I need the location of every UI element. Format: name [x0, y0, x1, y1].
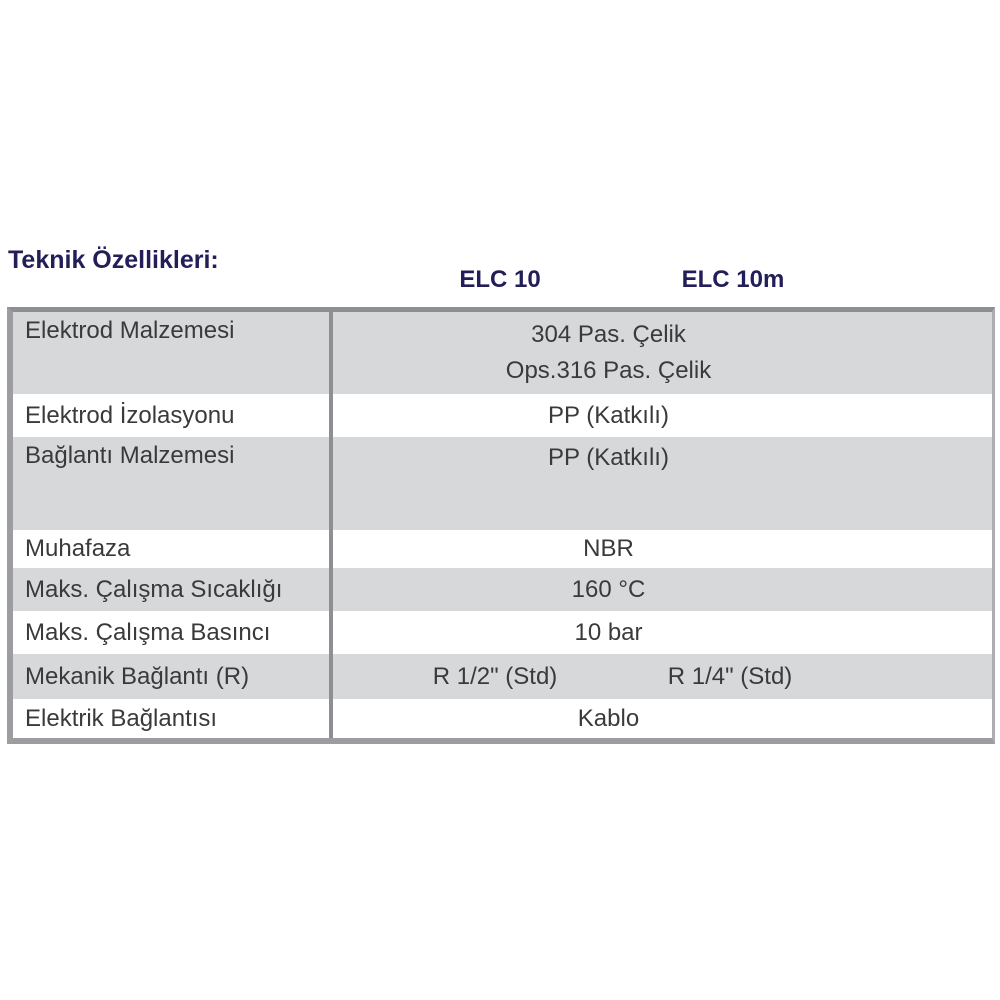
- table-row-mekanik-baglanti: [13, 654, 992, 699]
- table-row-elektrik-baglantisi: [13, 699, 992, 738]
- table-row-elektrod-malzemesi: [13, 312, 992, 394]
- table-row-elektrod-izolasyonu: [13, 394, 992, 437]
- row-label: Muhafaza: [13, 530, 333, 568]
- row-value-elc-10: R 1/2" (Std): [432, 662, 558, 690]
- table-row-muhafaza: [13, 530, 992, 568]
- row-label: Mekanik Bağlantı (R): [13, 654, 333, 699]
- page-title: Teknik Özellikleri:: [8, 246, 219, 274]
- table-row-maks-calisma-sicakligi: [13, 568, 992, 611]
- row-value-cell: [333, 611, 992, 654]
- row-label: Elektrod İzolasyonu: [13, 394, 333, 437]
- spec-table: [7, 307, 995, 744]
- row-value-cell: [333, 437, 992, 530]
- row-value: PP (Katkılı): [548, 401, 669, 429]
- row-label: Elektrik Bağlantısı: [13, 699, 333, 738]
- row-value: PP (Katkılı): [548, 444, 669, 471]
- row-value-elc-10m: R 1/4" (Std): [667, 662, 793, 690]
- row-value: NBR: [583, 535, 634, 562]
- row-value: Kablo: [577, 704, 640, 732]
- column-header-elc-10m: ELC 10m: [681, 266, 785, 293]
- row-value: Ops.316 Pas. Çelik: [505, 356, 712, 384]
- row-label: Elektrod Malzemesi: [13, 312, 333, 394]
- row-value-cell: [333, 699, 992, 738]
- table-row-baglanti-malzemesi: [13, 437, 992, 530]
- row-value-cell: [333, 312, 992, 394]
- row-value: 10 bar: [574, 618, 643, 646]
- row-label: Maks. Çalışma Sıcaklığı: [13, 568, 333, 611]
- row-value-cell: [333, 530, 992, 568]
- row-label: Bağlantı Malzemesi: [13, 437, 333, 530]
- row-label: Maks. Çalışma Basıncı: [13, 611, 333, 654]
- row-value: 304 Pas. Çelik: [531, 321, 686, 349]
- row-value: 160 °C: [571, 575, 646, 603]
- column-header-elc-10: ELC 10: [459, 266, 541, 293]
- row-value-cell: [333, 654, 992, 699]
- table-row-maks-calisma-basinci: [13, 611, 992, 654]
- row-value-cell: [333, 568, 992, 611]
- row-value-cell: [333, 394, 992, 437]
